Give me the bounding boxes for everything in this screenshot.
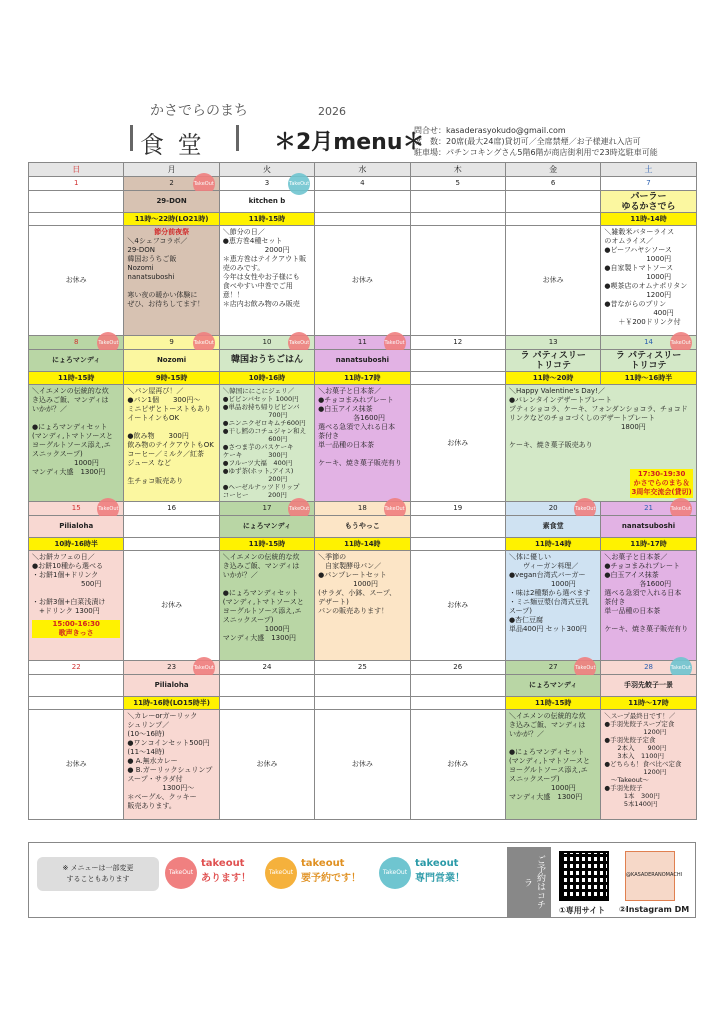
event-note: 17:30-19:30 かさでらのまち＆ 3周年交流会(貸切)	[631, 470, 692, 496]
hours	[410, 538, 505, 551]
legend-text: 専門営業！	[415, 873, 465, 884]
date	[315, 502, 410, 516]
menu-change-note: ※ メニューは一部変更 することもあります	[37, 857, 159, 891]
date	[601, 336, 696, 350]
weekday-header	[29, 163, 697, 177]
legend-text: 要予約です！	[301, 873, 361, 884]
shop-name	[219, 675, 314, 697]
info-line: 席 数：20席(最大24席)貸切可／全席禁煙／お子様連れ入店可	[414, 137, 641, 146]
date-num: 21	[644, 504, 653, 512]
hours	[410, 372, 505, 385]
takeout-red-icon: TakeOut	[165, 857, 197, 889]
weekday-tue: 火	[219, 163, 314, 177]
date: 1	[29, 177, 124, 191]
shop-name: Nozomi	[124, 350, 219, 372]
shop-name: にょろマンディ	[505, 675, 600, 697]
shop-name	[505, 191, 600, 213]
legend-2	[301, 858, 361, 884]
hours: 11時-15時	[219, 213, 314, 226]
hours: 11時-15時	[29, 372, 124, 385]
shop-name: 素食堂	[505, 516, 600, 538]
date	[219, 336, 314, 350]
qr-label-instagram: ②Instagram DM	[619, 905, 690, 914]
shop-name: 手羽先餃子一景	[601, 675, 696, 697]
reservation-label: ご予約はコチラ	[507, 847, 551, 917]
date-num: 14	[644, 338, 653, 346]
date	[124, 336, 219, 350]
shop-name: 韓国おうちごはん	[219, 350, 314, 372]
event-note: 15:00-16:30 歌声きっさ	[32, 620, 120, 638]
shop-name	[29, 675, 124, 697]
date: 19	[410, 502, 505, 516]
hours: 11時-17時	[601, 538, 696, 551]
weekday-fri: 金	[505, 163, 600, 177]
fork-icon	[130, 125, 133, 151]
hours: 11時-15時	[219, 538, 314, 551]
hours: 11時～20時	[505, 372, 600, 385]
menu-cell: ＼お菓子と日本茶／ ●チョコまみれプレート ●白玉アイス抹茶 各1600円 選べる急須で入れる日本 茶付き 単一品種の日本茶 ケーキ、焼き菓子販売有り	[601, 551, 696, 661]
logo-subtitle: かさでらのまち	[150, 103, 248, 119]
hours: 11時-16時(LO15時半)	[124, 697, 219, 710]
legend-3	[415, 858, 465, 884]
shop-name: にょろマンディ	[219, 516, 314, 538]
hours: 11時-14時	[601, 213, 696, 226]
date-num: 18	[357, 504, 367, 512]
takeout-badge-icon: TakeOut	[384, 498, 406, 520]
legend-label: takeout	[415, 858, 459, 869]
date: 26	[410, 661, 505, 675]
takeout-badge-icon: TakeOut	[97, 498, 119, 520]
qr-label-site: ①専用サイト	[559, 906, 606, 915]
header	[0, 0, 724, 160]
shop-name: Pilialoha	[124, 675, 219, 697]
date	[505, 661, 600, 675]
contact-info	[414, 125, 658, 158]
hours	[219, 697, 314, 710]
date	[29, 336, 124, 350]
menu-cell: お休み	[315, 226, 410, 336]
date	[219, 502, 314, 516]
shop-name	[410, 675, 505, 697]
menu-cell: お休み	[315, 710, 410, 820]
date-num: 8	[73, 338, 79, 346]
menu-cell	[124, 226, 219, 336]
menu-cell: お休み	[410, 385, 505, 502]
menu-cell: ＼イエメンの伝統的な炊 き込みご飯、マンディは いかが？／ ●にょろマンディセット (マンディ,トマトソースと ヨーグルトソース添え,エ スニックスープ) 1000円 マンディ大盛 1300円	[505, 710, 600, 820]
footer	[28, 842, 696, 918]
shop-name	[29, 191, 124, 213]
shop-name: nanatsuboshi	[601, 516, 696, 538]
hours	[315, 213, 410, 226]
menu-cell: ＼体に優しい ヴィーガン料理／ ●vegan台湾式バーガー 1000円 ・味は2種類から選べます ・ミニ麺豆漿(台湾式豆乳 スープ) ●杏仁豆腐 単品400円 セット300円	[505, 551, 600, 661]
menu-cell	[410, 226, 505, 336]
hours: 11時-15時	[505, 697, 600, 710]
date-num: 28	[644, 663, 653, 671]
menu-text: ＼Happy Valentine's Day!／ ●バレンタインデザートプレート プティショコラ、ケーキ、フォンダンショコラ、チョコド リンクなどのチョコづくしのデザートプレート 1800円 ケーキ、焼き菓子販売あり	[508, 387, 688, 449]
menu-cell: ＼韓国ににこにジェリ／ ●ビビンバセット 1000円 ●単品お持ち帰りビビンバ 700円 ●ニンニクゼロキムチ600円 ●干し鱈のコチュジャン和え 600円 ●さつま芋のパスケーキ ケーキ 300円 ●フルーツ大福 400円 ●ゆず茶(ホット,アイス) 200円 ●ヘーゼルナッツドリップ コーヒー 200円	[219, 385, 314, 502]
date-num: 3	[264, 179, 270, 187]
takeout-badge-icon: TakeOut	[193, 657, 215, 679]
year: 2026	[318, 105, 346, 118]
date: 24	[219, 661, 314, 675]
info-line: 駐車場：パチンコキングさん5階6階が商店街利用で23時迄駐車可能	[414, 148, 658, 157]
shop-name: Pilialoha	[29, 516, 124, 538]
menu-cell: お休み	[29, 710, 124, 820]
menu-cell: お休み	[505, 226, 600, 336]
menu-cell: お休み	[410, 710, 505, 820]
weekday-mon: 月	[124, 163, 219, 177]
date: 12	[410, 336, 505, 350]
takeout-badge-icon: TakeOut	[670, 498, 692, 520]
takeout-badge-icon: TakeOut	[574, 657, 596, 679]
shop-name	[124, 516, 219, 538]
shop-name	[315, 675, 410, 697]
shop-name	[410, 516, 505, 538]
menu-cell: ＼季節の 自家製酵母パン／ ●パンプレートセット 1000円 (サラダ、小鉢、スープ、 デザート) パンの販売あります！	[315, 551, 410, 661]
date: 16	[124, 502, 219, 516]
date-num: 23	[167, 663, 177, 671]
menu-cell: ＼カレーorガーリック シュリンプ／ (10～16時) ●ワンコインセット500円 (11～14時) ● A.無水カレー ● B.ガーリックシュリンプ スープ・サラダ付 1300円～ ＊ベーグル、クッキー 販売あります。	[124, 710, 219, 820]
takeout-badge-icon: TakeOut	[97, 332, 119, 354]
takeout-badge-icon: TakeOut	[288, 332, 310, 354]
date: 6	[505, 177, 600, 191]
menu-cell: お休み	[219, 710, 314, 820]
takeout-badge-icon: TakeOut	[670, 332, 692, 354]
qr-code-icon[interactable]	[559, 851, 609, 901]
shop-name: nanatsuboshi	[315, 350, 410, 372]
takeout-badge-icon: TakeOut	[574, 498, 596, 520]
hours	[124, 538, 219, 551]
instagram-qr-icon[interactable]	[625, 851, 683, 901]
date	[219, 177, 314, 191]
logo-title: 食 堂	[140, 131, 205, 159]
hours	[410, 697, 505, 710]
event-note: 節分前夜祭	[154, 228, 190, 236]
shop-name: もうやっこ	[315, 516, 410, 538]
date	[505, 502, 600, 516]
menu-cell: ＼パン屋再び！／ ●パン1個 300円～ ミニピザとトーストもあり イートインもOK ●飲み物 300円 飲み物のテイクアウトもOK コーヒー／ミルク／紅茶 ジュース など 生チョコ販売あり	[124, 385, 219, 502]
menu-cell: ＼お菓子と日本茶／ ●チョコまみれプレート ●白玉アイス抹茶 各1600円 選べる急須で入れる日本 茶付き 単一品種の日本茶 ケーキ、焼き菓子販売有り	[315, 385, 410, 502]
month-title: ＊2月menu＊	[274, 130, 425, 155]
date-num: 27	[548, 663, 558, 671]
menu-cell: ＼節分の日／ ●恵方巻4種セット 2000円 ＊恵方巻はテイクアウト販 売のみです。 今年は女性やお子様にも 食べやすい中巻でご用 意！！ ＊店内お飲み物のみ販売	[219, 226, 314, 336]
takeout-badge-icon: TakeOut	[384, 332, 406, 354]
date: 22	[29, 661, 124, 675]
shop-name: パーラー ゆるかさでら	[601, 191, 696, 213]
hours	[505, 213, 600, 226]
weekday-sat: 土	[601, 163, 696, 177]
menu-cell	[29, 551, 124, 661]
hours	[410, 213, 505, 226]
date-num: 15	[71, 504, 81, 512]
date-num: 20	[548, 504, 558, 512]
date	[601, 502, 696, 516]
menu-cell: お休み	[29, 226, 124, 336]
legend-1	[201, 858, 251, 884]
hours	[29, 697, 124, 710]
date: 13	[505, 336, 600, 350]
takeout-badge-icon: TakeOut	[288, 498, 310, 520]
date-num: 2	[169, 179, 174, 187]
weekday-thu: 木	[410, 163, 505, 177]
takeout-badge-icon: TakeOut	[193, 173, 215, 195]
date	[124, 177, 219, 191]
hours: 11時～17時	[601, 697, 696, 710]
date-num: 9	[169, 338, 174, 346]
shop-name	[315, 191, 410, 213]
menu-cell	[505, 385, 696, 502]
hours	[315, 697, 410, 710]
date: 4	[315, 177, 410, 191]
hours	[29, 213, 124, 226]
hours: 11時～16時半	[601, 372, 696, 385]
date: 25	[315, 661, 410, 675]
shop-name	[410, 191, 505, 213]
hours: 10時-16時半	[29, 538, 124, 551]
date: 5	[410, 177, 505, 191]
hours: 11時-14時	[505, 538, 600, 551]
date	[601, 661, 696, 675]
date	[315, 336, 410, 350]
legend-text: あります！	[201, 873, 251, 884]
menu-cell: ＼イエメンの伝統的な炊 き込みご飯、マンディは いかが？／ ●にょろマンディセット (マンディ,トマトソースと ヨーグルトソース添え,エ スニックスープ) 1000円 マンディ大盛 1300円	[29, 385, 124, 502]
date-num: 10	[262, 338, 272, 346]
menu-text: ＼お餅カフェの日／ ●お餅10種から選べる ・お餅1個+ドリンク 500円 ・お餅3個+白菜浅漬け +ドリンク 1300円	[32, 553, 106, 615]
date	[29, 502, 124, 516]
shop-name: ラ パティスリー トリコテ	[601, 350, 696, 372]
legend-label: takeout	[301, 858, 345, 869]
shop-name	[410, 350, 505, 372]
hours: 11時-14時	[315, 538, 410, 551]
shop-name: ラ パティスリー トリコテ	[505, 350, 600, 372]
legend-label: takeout	[201, 858, 245, 869]
menu-text: ＼4シェフコラボ／ 29-DON 韓国おうちご飯 Nozomi nanatsuboshi 寒い夜の暖かい体験に ぜひ、お待ちしてます！	[127, 237, 205, 308]
weekday-wed: 水	[315, 163, 410, 177]
date-num: 17	[262, 504, 272, 512]
hours: 10時-16時	[219, 372, 314, 385]
menu-cell: ＼スープ最終日です！／ ●手羽先餃子スープ定食 1200円 ●手羽先餃子定食 2本入 900円 3本入 1100円 ●どちらも！食べ比べ定食 1200円 ～Takeout～ ●手羽先餃子 1本 300円 5本1400円	[601, 710, 696, 820]
takeout-badge-icon: TakeOut	[193, 332, 215, 354]
date	[124, 661, 219, 675]
knife-icon	[236, 125, 239, 151]
hours: 11時～22時(LO21時)	[124, 213, 219, 226]
takeout-badge-icon: TakeOut	[288, 173, 310, 195]
menu-cell: お休み	[410, 551, 505, 661]
shop-name: にょろマンディ	[29, 350, 124, 372]
menu-cell: ＼雑穀米バターライス のオムライス／ ●ビーフハヤシソース 1000円 ●自家製トマトソース 1000円 ●喫茶店のオムナポリタン 1200円 ●昔ながらのプリン 400円 ＋￥200ドリンク付	[601, 226, 696, 336]
weekday-sun: 日	[29, 163, 124, 177]
calendar-table	[28, 162, 697, 820]
instagram-handle: @KASADERANOMACHI	[626, 872, 683, 878]
takeout-badge-icon: TakeOut	[670, 657, 692, 679]
hours: 9時-15時	[124, 372, 219, 385]
date: 7	[601, 177, 696, 191]
takeout-yellow-icon: TakeOut	[265, 857, 297, 889]
menu-cell: ＼イエメンの伝統的な炊 き込みご飯、マンディは いかが？／ ●にょろマンディセット (マンディ,トマトソースと ヨーグルトソース添え,エ スニックスープ) 1000円 マンディ大盛 1300円	[219, 551, 314, 661]
shop-name: 29-DON	[124, 191, 219, 213]
info-line: 問合せ：kasaderasyokudo@gmail.com	[414, 126, 566, 135]
takeout-blue-icon: TakeOut	[379, 857, 411, 889]
date-num: 11	[357, 338, 367, 346]
hours: 11時-17時	[315, 372, 410, 385]
menu-cell: お休み	[124, 551, 219, 661]
shop-name: kitchen b	[219, 191, 314, 213]
